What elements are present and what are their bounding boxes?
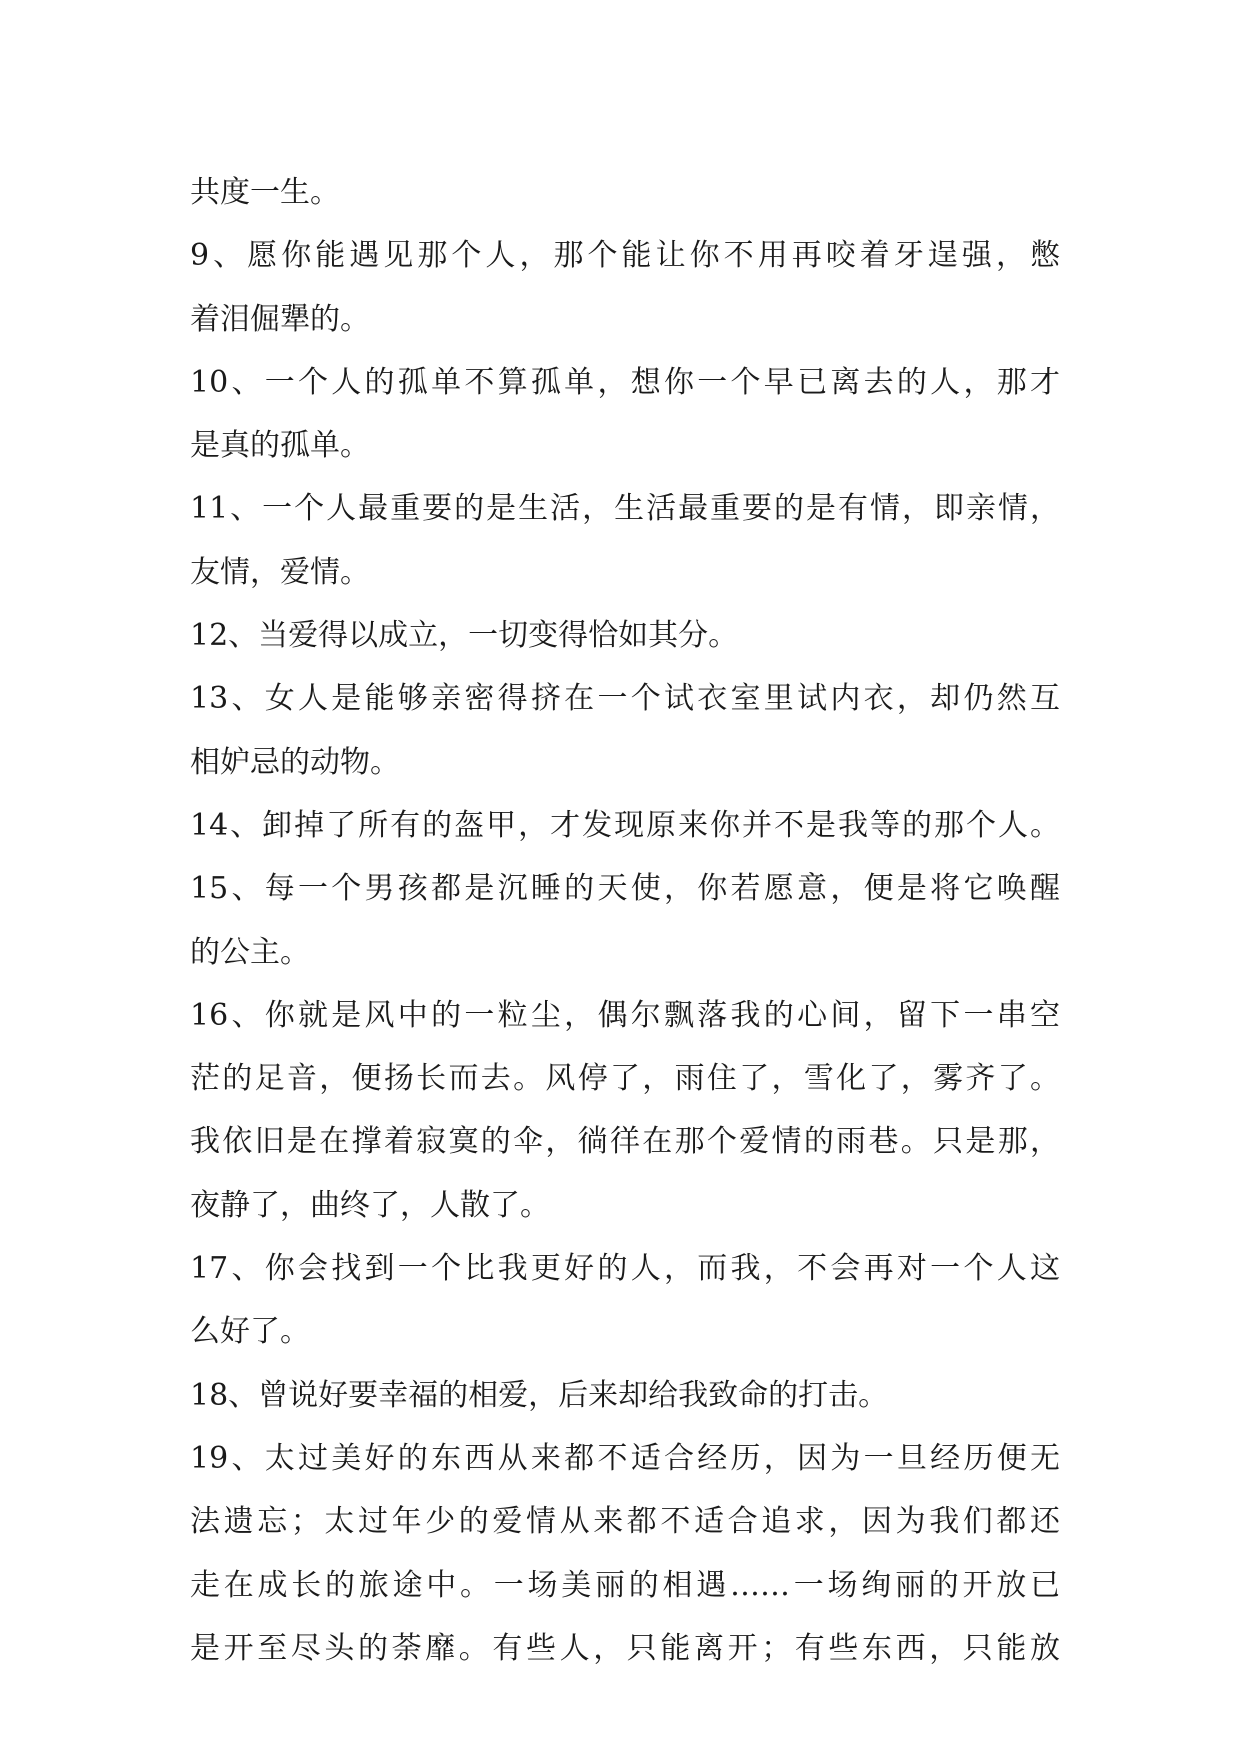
text-line: 相妒忌的动物。: [190, 744, 400, 780]
text-line: 17、你会找到一个比我更好的人，而我，不会再对一个人这: [190, 1251, 1060, 1287]
text-line: 13、女人是能够亲密得挤在一个试衣室里试内衣，却仍然互: [190, 681, 1060, 717]
text-line: 11、一个人最重要的是生活，生活最重要的是有情，即亲情，: [190, 491, 1060, 527]
text-line: 的公主。: [190, 934, 310, 970]
text-line: 共度一生。: [190, 175, 340, 210]
text-line: 走在成长的旅途中。一场美丽的相遇……一场绚丽的开放已: [190, 1567, 1060, 1603]
text-line: 19、太过美好的东西从来都不适合经历，因为一旦经历便无: [190, 1440, 1060, 1476]
document-body: [190, 161, 1060, 1680]
text-line: 着泪倔犟的。: [190, 301, 370, 337]
text-line: 15、每一个男孩都是沉睡的天使，你若愿意，便是将它唤醒: [190, 871, 1060, 907]
text-line: 是开至尽头的荼靡。有些人，只能离开；有些东西，只能放: [190, 1630, 1060, 1666]
text-line: 友情，爱情。: [190, 554, 370, 590]
text-line: 16、你就是风中的一粒尘，偶尔飘落我的心间，留下一串空: [190, 997, 1060, 1033]
text-line: 18、曾说好要幸福的相爱，后来却给我致命的打击。: [190, 1377, 889, 1413]
text-line: 法遗忘；太过年少的爱情从来都不适合追求，因为我们都还: [190, 1504, 1060, 1540]
text-line: 茫的足音，便扬长而去。风停了，雨住了，雪化了，雾齐了。: [190, 1061, 1060, 1097]
text-line: 12、当爱得以成立，一切变得恰如其分。: [190, 618, 739, 654]
text-line: 夜静了，曲终了，人散了。: [190, 1187, 550, 1223]
text-line: 是真的孤单。: [190, 428, 370, 464]
text-line: 14、卸掉了所有的盔甲，才发现原来你并不是我等的那个人。: [190, 807, 1060, 843]
text-line: 9、愿你能遇见那个人，那个能让你不用再咬着牙逞强，憋: [190, 238, 1060, 274]
text-line: 我依旧是在撑着寂寞的伞，徜徉在那个爱情的雨巷。只是那，: [190, 1124, 1060, 1160]
text-line: 10、一个人的孤单不算孤单，想你一个早已离去的人，那才: [190, 364, 1060, 400]
text-line: 么好了。: [190, 1314, 310, 1350]
